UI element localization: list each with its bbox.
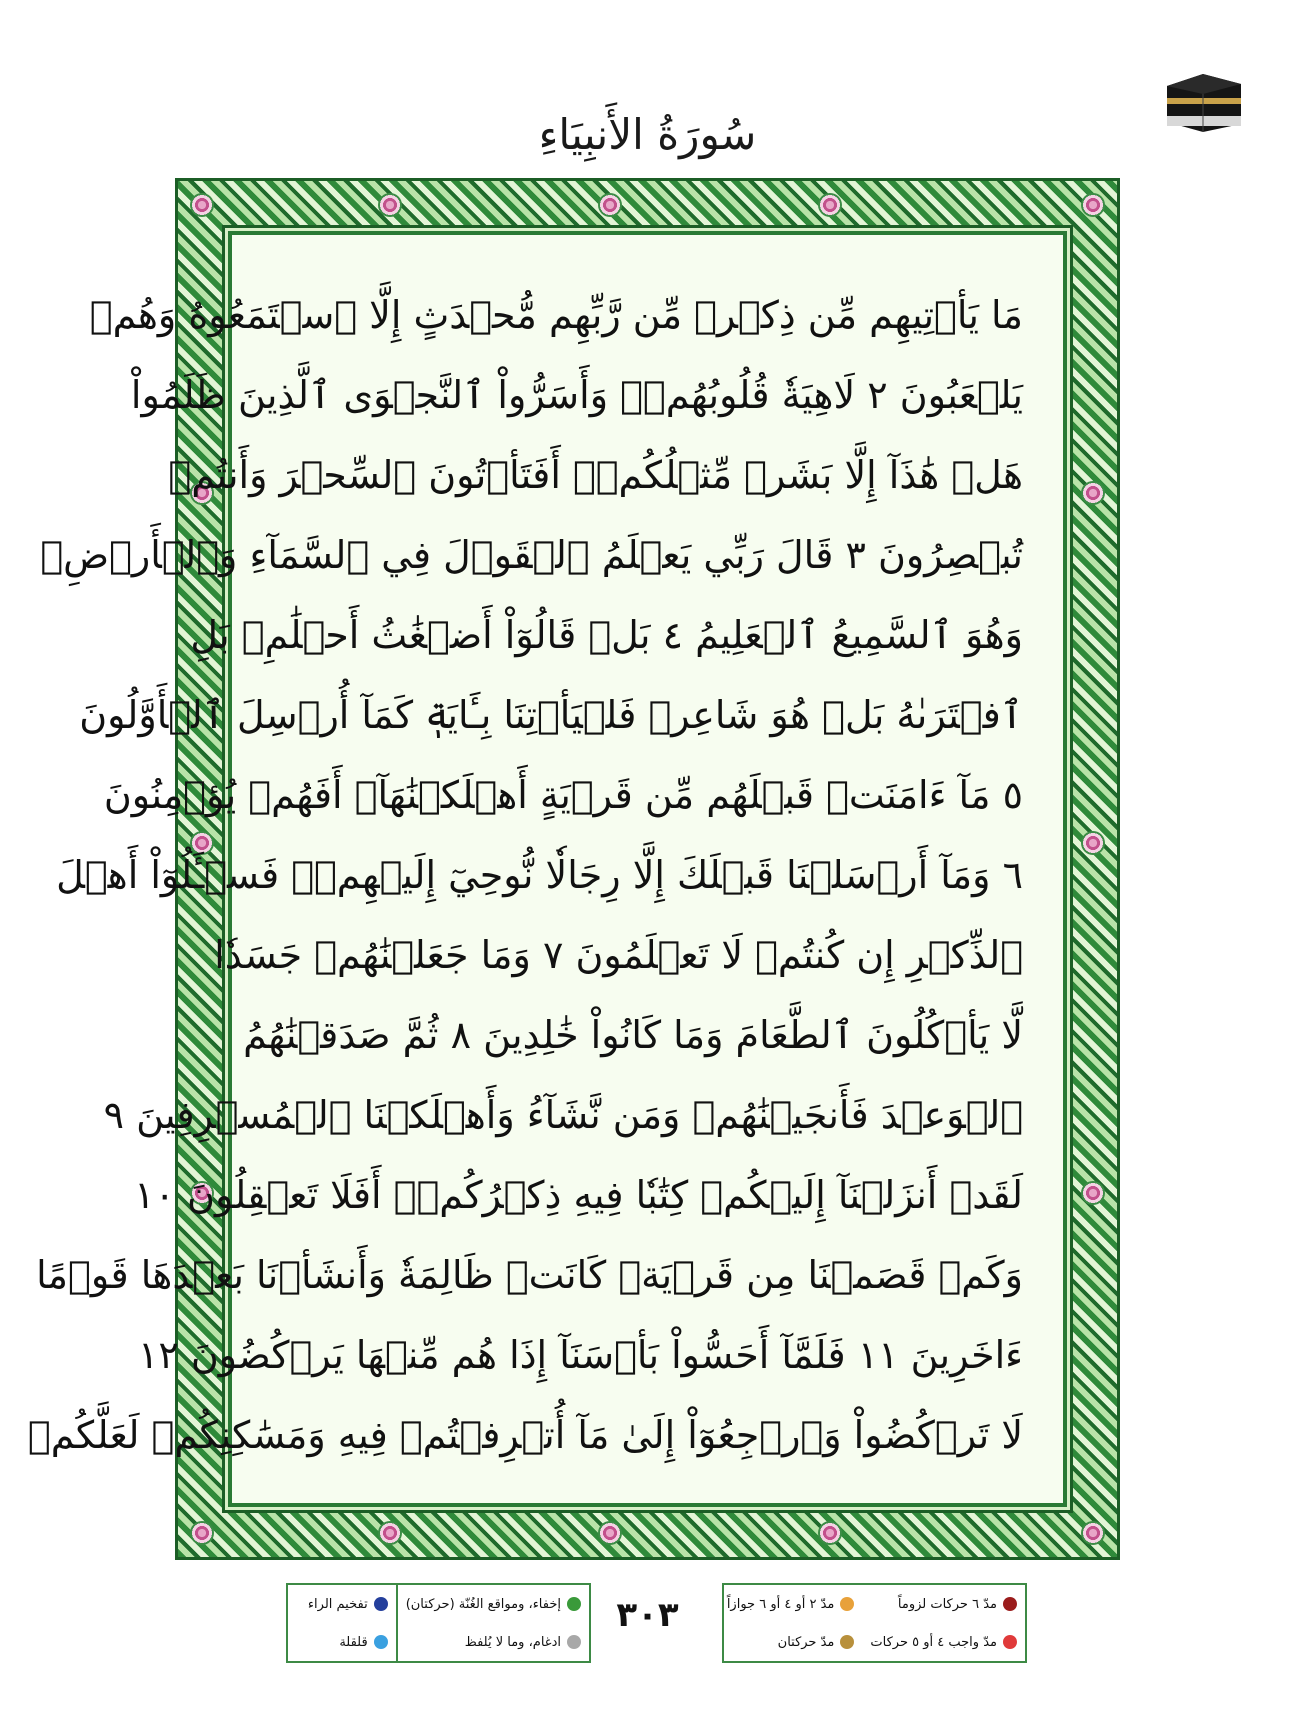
rosette-ornament [190, 193, 214, 217]
rosette-ornament [378, 193, 402, 217]
rosette-ornament [1081, 193, 1105, 217]
legend-item [719, 1585, 863, 1623]
rosette-ornament [818, 193, 842, 217]
color-dot-icon [567, 1635, 581, 1649]
rosette-ornament [598, 193, 622, 217]
legend-label: إخفاء، ومواقع الغُنّة (حركتان) [405, 1596, 561, 1612]
verse-line: ٱفۡتَرَىٰهُ بَلۡ هُوَ شَاعِرٞ فَلۡيَأۡتِنَا بِـَٔايَةٖ كَمَآ أُرۡسِلَ ٱلۡأَوَّلُونَ [79, 693, 1023, 737]
color-dot-icon [1003, 1597, 1017, 1611]
rosette-ornament [378, 1521, 402, 1545]
legend-item [719, 1623, 863, 1661]
rosette-ornament [1081, 831, 1105, 855]
rosette-ornament [1081, 481, 1105, 505]
legend-item [396, 1623, 589, 1661]
legend-item [396, 1585, 589, 1623]
legend-item [288, 1623, 396, 1661]
legend-item [862, 1623, 1025, 1661]
verse-line: وَهُوَ ٱلسَّمِيعُ ٱلۡعَلِيمُ ٤ بَلۡ قَالُوٓاْ أَضۡغَٰثُ أَحۡلَٰمِۭ بَلِ [190, 613, 1023, 657]
verse-line: ٱلۡوَعۡدَ فَأَنجَيۡنَٰهُمۡ وَمَن نَّشَآءُ وَأَهۡلَكۡنَا ٱلۡمُسۡرِفِينَ ٩ [103, 1093, 1023, 1137]
color-dot-icon [374, 1635, 388, 1649]
tajweed-legend-ghunna [286, 1583, 591, 1663]
verse-line: ءَاخَرِينَ ١١ فَلَمَّآ أَحَسُّواْ بَأۡسَنَآ إِذَا هُم مِّنۡهَا يَرۡكُضُونَ ١٢ [137, 1333, 1023, 1377]
verse-line: ٥ مَآ ءَامَنَتۡ قَبۡلَهُم مِّن قَرۡيَةٍ أَهۡلَكۡنَٰهَآۖ أَفَهُمۡ يُؤۡمِنُونَ [103, 773, 1023, 817]
color-dot-icon [374, 1597, 388, 1611]
page-frame [27, 178, 1120, 1560]
kaaba-icon [1163, 64, 1245, 134]
rosette-ornament [1081, 1521, 1105, 1545]
legend-label: قلقلة [339, 1634, 368, 1650]
rosette-ornament [818, 1521, 842, 1545]
tajweed-legend-madd [722, 1583, 1027, 1663]
verse-line: تُبۡصِرُونَ ٣ قَالَ رَبِّي يَعۡلَمُ ٱلۡقَوۡلَ فِي ٱلسَّمَآءِ وَٱلۡأَرۡضِۖ [40, 533, 1023, 577]
verse-line: ٦ وَمَآ أَرۡسَلۡنَا قَبۡلَكَ إِلَّا رِجَالٗا نُّوحِيٓ إِلَيۡهِمۡۖ فَسۡـَٔلُوٓاْ أَهۡلَ [56, 853, 1023, 897]
text-panel [27, 231, 1067, 1507]
rosette-ornament [598, 1521, 622, 1545]
legend-label: تفخيم الراء [307, 1596, 368, 1612]
color-dot-icon [840, 1597, 854, 1611]
legend-label: مدّ حركتان [777, 1634, 835, 1650]
verse-line: لَا تَرۡكُضُواْ وَٱرۡجِعُوٓاْ إِلَىٰ مَآ أُتۡرِفۡتُمۡ فِيهِ وَمَسَٰكِنِكُمۡ لَعَلَّكُمۡ [27, 1413, 1023, 1457]
page-number: ٣٠٣ [616, 1595, 679, 1635]
verse-line: وَكَمۡ قَصَمۡنَا مِن قَرۡيَةٖ كَانَتۡ ظَالِمَةٗ وَأَنشَأۡنَا بَعۡدَهَا قَوۡمًا [36, 1253, 1023, 1297]
verse-line: هَلۡ هَٰذَآ إِلَّا بَشَرٞ مِّثۡلُكُمۡۖ أَفَتَأۡتُونَ ٱلسِّحۡرَ وَأَنتُمۡ [168, 453, 1023, 497]
legend-label: مدّ ٦ حركات لزوماً [897, 1596, 997, 1612]
rosette-ornament [190, 1521, 214, 1545]
surah-title: سُورَةُ الأَنبِيَاءِ [538, 110, 757, 159]
color-dot-icon [840, 1635, 854, 1649]
verse-line: لَّا يَأۡكُلُونَ ٱلطَّعَامَ وَمَا كَانُواْ خَٰلِدِينَ ٨ ثُمَّ صَدَقۡنَٰهُمُ [243, 1013, 1023, 1057]
legend-item [288, 1585, 396, 1623]
verse-line: مَا يَأۡتِيهِم مِّن ذِكۡرٖ مِّن رَّبِّهِم مُّحۡدَثٍ إِلَّا ٱسۡتَمَعُوهُ وَهُمۡ [89, 293, 1023, 337]
legend-label: ادغام، وما لا يُلفظ [464, 1634, 561, 1650]
legend-item [862, 1585, 1025, 1623]
legend-label: مدّ واجب ٤ أو ٥ حركات [870, 1634, 997, 1650]
legend-label: مدّ ٢ أو ٤ أو ٦ جوازاً [726, 1596, 835, 1612]
rosette-ornament [1081, 1181, 1105, 1205]
verse-line: يَلۡعَبُونَ ٢ لَاهِيَةٗ قُلُوبُهُمۡۗ وَأَسَرُّواْ ٱلنَّجۡوَى ٱلَّذِينَ ظَلَمُواْ [130, 373, 1023, 417]
verse-text-area [27, 275, 1023, 1463]
color-dot-icon [567, 1597, 581, 1611]
verse-line: ٱلذِّكۡرِ إِن كُنتُمۡ لَا تَعۡلَمُونَ ٧ وَمَا جَعَلۡنَٰهُمۡ جَسَدٗا [214, 933, 1023, 977]
color-dot-icon [1003, 1635, 1017, 1649]
verse-line: لَقَدۡ أَنزَلۡنَآ إِلَيۡكُمۡ كِتَٰبٗا فِيهِ ذِكۡرُكُمۡۚ أَفَلَا تَعۡقِلُونَ ١٠ [134, 1173, 1023, 1217]
